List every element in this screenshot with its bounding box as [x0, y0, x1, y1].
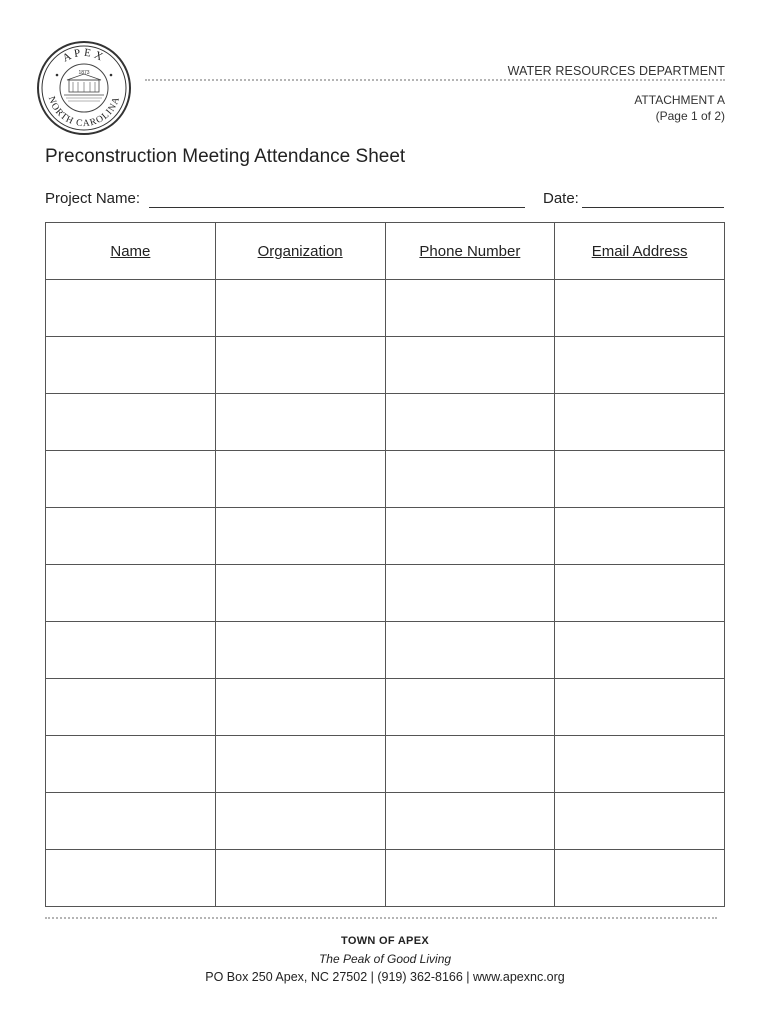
header-divider [145, 79, 725, 81]
organization-cell[interactable] [215, 622, 385, 679]
attendance-table [45, 222, 725, 907]
column-header-name: Name [46, 223, 216, 280]
date-label: Date: [543, 190, 579, 207]
phone-cell[interactable] [385, 850, 555, 907]
phone-cell[interactable] [385, 451, 555, 508]
organization-cell[interactable] [215, 337, 385, 394]
email-cell[interactable] [555, 280, 725, 337]
page-indicator: (Page 1 of 2) [655, 109, 725, 123]
name-cell[interactable] [46, 394, 216, 451]
organization-cell[interactable] [215, 850, 385, 907]
table-row [46, 736, 725, 793]
department-name: WATER RESOURCES DEPARTMENT [507, 64, 725, 78]
organization-cell[interactable] [215, 793, 385, 850]
name-cell[interactable] [46, 451, 216, 508]
attachment-label: ATTACHMENT A [634, 93, 725, 107]
column-header-organization: Organization [215, 223, 385, 280]
email-cell[interactable] [555, 850, 725, 907]
phone-cell[interactable] [385, 622, 555, 679]
table-row [46, 508, 725, 565]
table-row [46, 622, 725, 679]
name-cell[interactable] [46, 793, 216, 850]
email-cell[interactable] [555, 622, 725, 679]
table-row [46, 679, 725, 736]
column-header-email: Email Address [555, 223, 725, 280]
table-row [46, 337, 725, 394]
footer-contact: PO Box 250 Apex, NC 27502 | (919) 362-8166 | www.apexnc.org [205, 970, 565, 984]
seal-year: 1873 [78, 70, 90, 76]
table-row [46, 280, 725, 337]
seal-top-text: APEX [60, 46, 108, 65]
email-cell[interactable] [555, 736, 725, 793]
phone-cell[interactable] [385, 565, 555, 622]
project-name-field[interactable] [149, 207, 525, 208]
email-cell[interactable] [555, 679, 725, 736]
seal-graphic [36, 40, 132, 136]
name-cell[interactable] [46, 280, 216, 337]
email-cell[interactable] [555, 793, 725, 850]
table-row [46, 451, 725, 508]
name-cell[interactable] [46, 565, 216, 622]
phone-cell[interactable] [385, 679, 555, 736]
phone-cell[interactable] [385, 280, 555, 337]
organization-cell[interactable] [215, 565, 385, 622]
table-header-row [46, 223, 725, 280]
footer-town-name: TOWN OF APEX [341, 935, 429, 947]
organization-cell[interactable] [215, 394, 385, 451]
organization-cell[interactable] [215, 508, 385, 565]
organization-cell[interactable] [215, 736, 385, 793]
name-cell[interactable] [46, 736, 216, 793]
name-cell[interactable] [46, 850, 216, 907]
organization-cell[interactable] [215, 679, 385, 736]
date-field[interactable] [582, 207, 724, 208]
phone-cell[interactable] [385, 508, 555, 565]
name-cell[interactable] [46, 679, 216, 736]
email-cell[interactable] [555, 394, 725, 451]
attachment-block [634, 92, 725, 124]
name-cell[interactable] [46, 337, 216, 394]
seal-bottom-text: NORTH CAROLINA [45, 95, 123, 130]
phone-cell[interactable] [385, 736, 555, 793]
column-header-phone: Phone Number [385, 223, 555, 280]
table-row [46, 394, 725, 451]
organization-cell[interactable] [215, 451, 385, 508]
footer-slogan: The Peak of Good Living [318, 952, 452, 966]
town-seal-logo [36, 40, 132, 136]
table-row [46, 565, 725, 622]
table-row [46, 793, 725, 850]
footer-divider [45, 917, 717, 919]
phone-cell[interactable] [385, 394, 555, 451]
page-title: Preconstruction Meeting Attendance Sheet [45, 146, 406, 167]
phone-cell[interactable] [385, 793, 555, 850]
organization-cell[interactable] [215, 280, 385, 337]
table-row [46, 850, 725, 907]
email-cell[interactable] [555, 337, 725, 394]
email-cell[interactable] [555, 508, 725, 565]
name-cell[interactable] [46, 508, 216, 565]
email-cell[interactable] [555, 565, 725, 622]
email-cell[interactable] [555, 451, 725, 508]
phone-cell[interactable] [385, 337, 555, 394]
project-name-label: Project Name: [45, 190, 141, 207]
name-cell[interactable] [46, 622, 216, 679]
